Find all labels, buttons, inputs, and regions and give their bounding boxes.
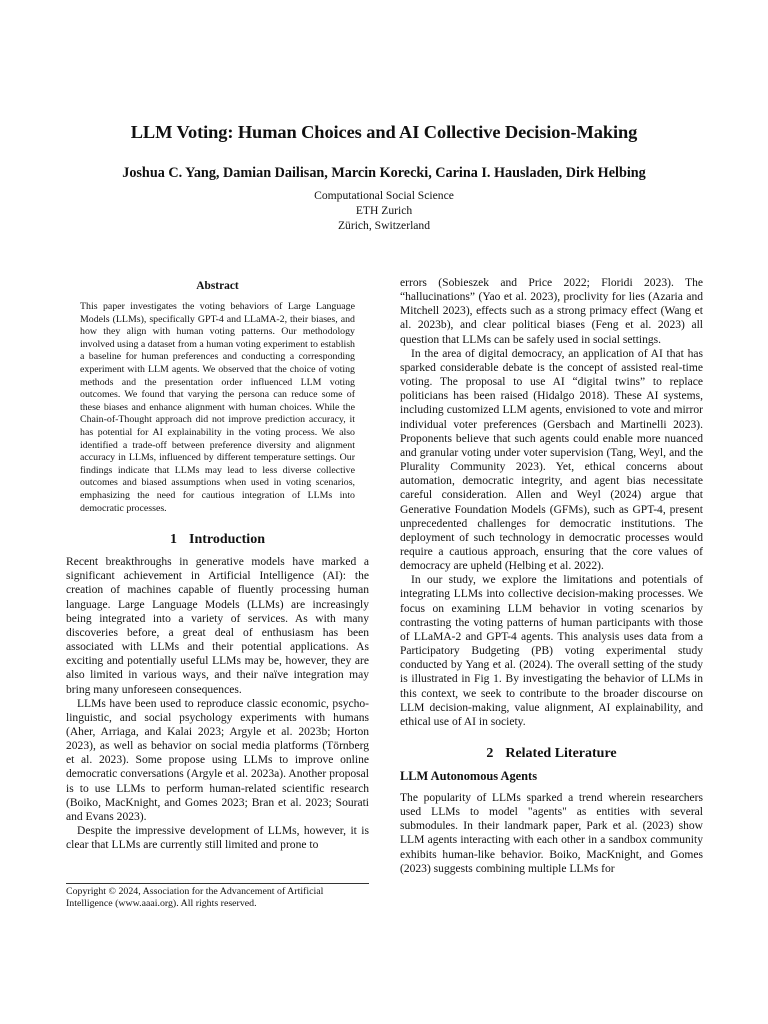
affiliation	[0, 188, 768, 233]
section-heading-related-literature	[400, 746, 703, 762]
abstract-text: This paper investigates the voting behaviors of Large Language Models (LLMs), specifically GPT-4 and LLaMA-2, their biases, and how they align with human voting patterns. Our methodology involved using a dataset from a human voting experiment to establish a baseline for human preferences and conducting a corresponding experiment with LLM agents. We observed that the choice of voting methods and the presentation order influenced LLM voting outcomes. We found that varying the persona can reduce some of these biases and enhance alignment with human choices. While the Chain-of-Thought approach did not improve prediction accuracy, it has potential for AI explainability in the voting process. We also identified a trade-off between preference diversity and alignment accuracy in LLMs, influenced by different temperature settings. Our findings indicate that LLMs may lead to less diverse collective outcomes and biased assumptions when used in voting scenarios, emphasizing the need for cautious integration of LLMs into democratic processes.	[80, 301, 355, 514]
body-paragraph: The popularity of LLMs sparked a trend wherein researchers used LLMs to model "agents" as entities with several submodules. In their landmark paper, Park et al. (2023) show LLM agents interacting with each other in a sandbox community exhibits human-like behavior. Boiko, MacKnight, and Gomes (2023) suggests combining multiple LLMs for	[400, 792, 703, 875]
section-number: 1	[170, 532, 177, 548]
affiliation-line: Zürich, Switzerland	[337, 219, 431, 232]
section-number: 2	[486, 746, 494, 761]
section-title: Related Literature	[505, 746, 617, 761]
body-paragraph: In the area of digital democracy, an application of AI that has sparked considerable debate is the concept of assisted real-time voting. The proposal to use AI “digital twins” to replace politicians has been raised (Hidalgo 2018). These AI systems, including customized LLM agents, envisioned to vote and mirror individual voter preferences (Gersbach and Martinelli 2023). Proponents believe that such agents could enable more nuanced and granular voting under voter supervision (Tang, Weyl, and the Plurality Community 2023). Yet, ethical concerns about automation, democratic integrity, and agent bias necessitate careful consideration. Allen and Weyl (2024) argue that Generative Foundation Models (GFMs), such as GPT-4, present unprecedented challenges for democratic institutions. The deployment of such technology in democratic processes would require a cautious approach, ensuring that the core values of democracy are upheld (Helbing et al. 2022).	[400, 347, 703, 573]
abstract-heading: Abstract	[196, 280, 239, 292]
subsection-heading: LLM Autonomous Agents	[400, 769, 538, 783]
body-paragraph: In our study, we explore the limitations and potentials of integrating LLMs into collective decision-making processes. We focus on examining LLM behavior in voting scenarios by contrasting the voting patterns of human participants with those of LLaMA-2 and GPT-4 agents. This analysis uses data from a Participatory Budgeting (PB) voting experimental study conducted by Yang et al. (2024). The overall setting of the study is illustrated in Fig 1. By investigating the behavior of LLMs in this context, we seek to contribute to the broader discourse on LLM decision-making, value alignment, AI explainability, and ethical use of AI in society.	[400, 574, 703, 728]
paper-title: LLM Voting: Human Choices and AI Collective Decision-Making	[130, 122, 638, 142]
body-paragraph: Despite the impressive development of LLMs, however, it is clear that LLMs are currently still limited and prone to	[66, 825, 369, 852]
section-title: Introduction	[189, 532, 265, 548]
copyright-footnote: Copyright © 2024, Association for the Advancement of Artificial Intelligence (www.aaai.org). All rights reserved.	[66, 883, 369, 911]
body-paragraph: LLMs have been used to reproduce classic economic, psycho-linguistic, and social psychology experiments with humans (Aher, Arriaga, and Kalai 2023; Argyle et al. 2023b; Horton 2023), as well as behavior on social media platforms (Törnberg et al. 2023). Some propose using LLMs to improve online democratic conversations (Argyle et al. 2023a). Another proposal is to use LLMs to perform human-related scientific research (Boiko, MacKnight, and Gomes 2023; Bran et al. 2023; Sourati and Evans 2023).	[66, 697, 369, 823]
body-paragraph: errors (Sobieszek and Price 2022; Floridi 2023). The “hallucinations” (Yao et al. 2023), proclivity for lies (Azaria and Mitchell 2023), effects such as a strong primacy effect (Wang et al. 2023b), and clear political biases (Feng et al. 2023) all question that LLMs can be safely used in social settings.	[400, 277, 703, 346]
left-column	[66, 280, 369, 852]
right-column	[400, 276, 703, 876]
body-paragraph: Recent breakthroughs in generative models have marked a significant achievement in Artificial Intelligence (AI): the creation of machines capable of fluently processing human language. Large Language Models (LLMs) are increasingly being integrated into a variety of services. As with many discoveries before, a great deal of enthusiasm has been associated with LLMs and their potential applications. As exciting and potentially useful LLMs may be, however, they are also limited in various ways, and their naïve integration may bring many unforeseen consequences.	[66, 556, 369, 696]
author-list: Joshua C. Yang, Damian Dailisan, Marcin Korecki, Carina I. Hausladen, Dirk Helbing	[122, 165, 646, 181]
affiliation-line: Computational Social Science	[314, 189, 454, 202]
section-heading-introduction	[66, 532, 369, 548]
affiliation-line: ETH Zurich	[355, 204, 413, 217]
